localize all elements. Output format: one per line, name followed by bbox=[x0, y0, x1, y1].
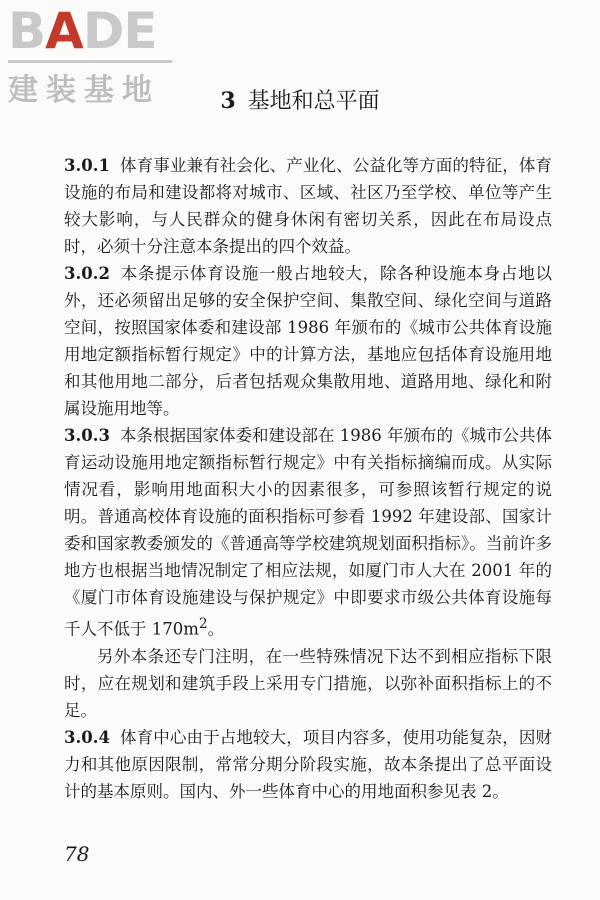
clause-paragraph bbox=[64, 724, 552, 805]
clause-number: 3.0.3 bbox=[64, 426, 110, 445]
chapter-heading bbox=[0, 86, 600, 117]
logo-wordmark bbox=[8, 2, 178, 60]
clause-paragraph bbox=[64, 152, 552, 260]
clause-number: 3.0.4 bbox=[64, 727, 110, 747]
clause-text: 本条根据国家体委和建设部在 1986 年颁布的《城市公共体育运动设施用地定额指标暂行规定》中有关指标摘编而成。从实际情况看，影响用地面积大小的因素很多，可参照该暂行规定的说明。普通高校体育设施的面积指标可参看 1992 年建设部、国家计委和国家教委颁发的《普通高等学校建筑规划面积指标》。当前许多地方也根据当地情况制定了相应法规，如厦门市人大在 2001 年的《厦门市体育设施建设与保护规定》中即要求市级公共体育设施每千人不低于 170m bbox=[64, 426, 552, 639]
clause-number: 3.0.1 bbox=[64, 156, 110, 175]
document-body bbox=[64, 152, 552, 805]
clause-paragraph bbox=[64, 260, 552, 422]
page-number: 78 bbox=[64, 842, 90, 866]
clause-text: 体育中心由于占地较大，项目内容多，使用功能复杂，因财力和其他原因限制，常常分期分阶段实施，故本条提出了总平面设计的基本原则。国内、外一些体育中心的用地面积参见表 2。 bbox=[64, 727, 552, 801]
clause-text: 本条提示体育设施一般占地较大，除各种设施本身占地以外，还必须留出足够的安全保护空间、集散空间、绿化空间与道路空间，按照国家体委和建设部 1986 年颁布的《城市公共体育设施用地定额指标暂行规定》中的计算方法，基地应包括体育设施用地和其他用地二部分，后者包括观众集散用地、道路用地、绿化和附属设施用地等。 bbox=[64, 264, 552, 418]
clause-text: 体育事业兼有社会化、产业化、公益化等方面的特征，体育设施的布局和建设都将对城市、区域、社区乃至学校、单位等产生较大影响，与人民群众的健身休闲有密切关系，因此在布局设点时，必须十分注意本条提出的四个效益。 bbox=[64, 156, 552, 256]
chapter-number: 3 bbox=[220, 88, 236, 114]
clause-text-tail: 。 bbox=[207, 619, 225, 639]
logo-divider bbox=[8, 60, 172, 63]
logo-subtitle: 建装基地 bbox=[8, 73, 160, 108]
chapter-title: 基地和总平面 bbox=[247, 89, 380, 114]
note-paragraph: 另外本条还专门注明，在一些特殊情况下达不到相应指标下限时，应在规划和建筑手段上采用专门措施，以弥补面积指标上的不足。 bbox=[64, 646, 552, 720]
logo-letters: BADE bbox=[8, 2, 157, 60]
clause-paragraph bbox=[64, 422, 552, 643]
superscript: 2 bbox=[198, 616, 208, 632]
clause-number: 3.0.2 bbox=[64, 264, 110, 283]
